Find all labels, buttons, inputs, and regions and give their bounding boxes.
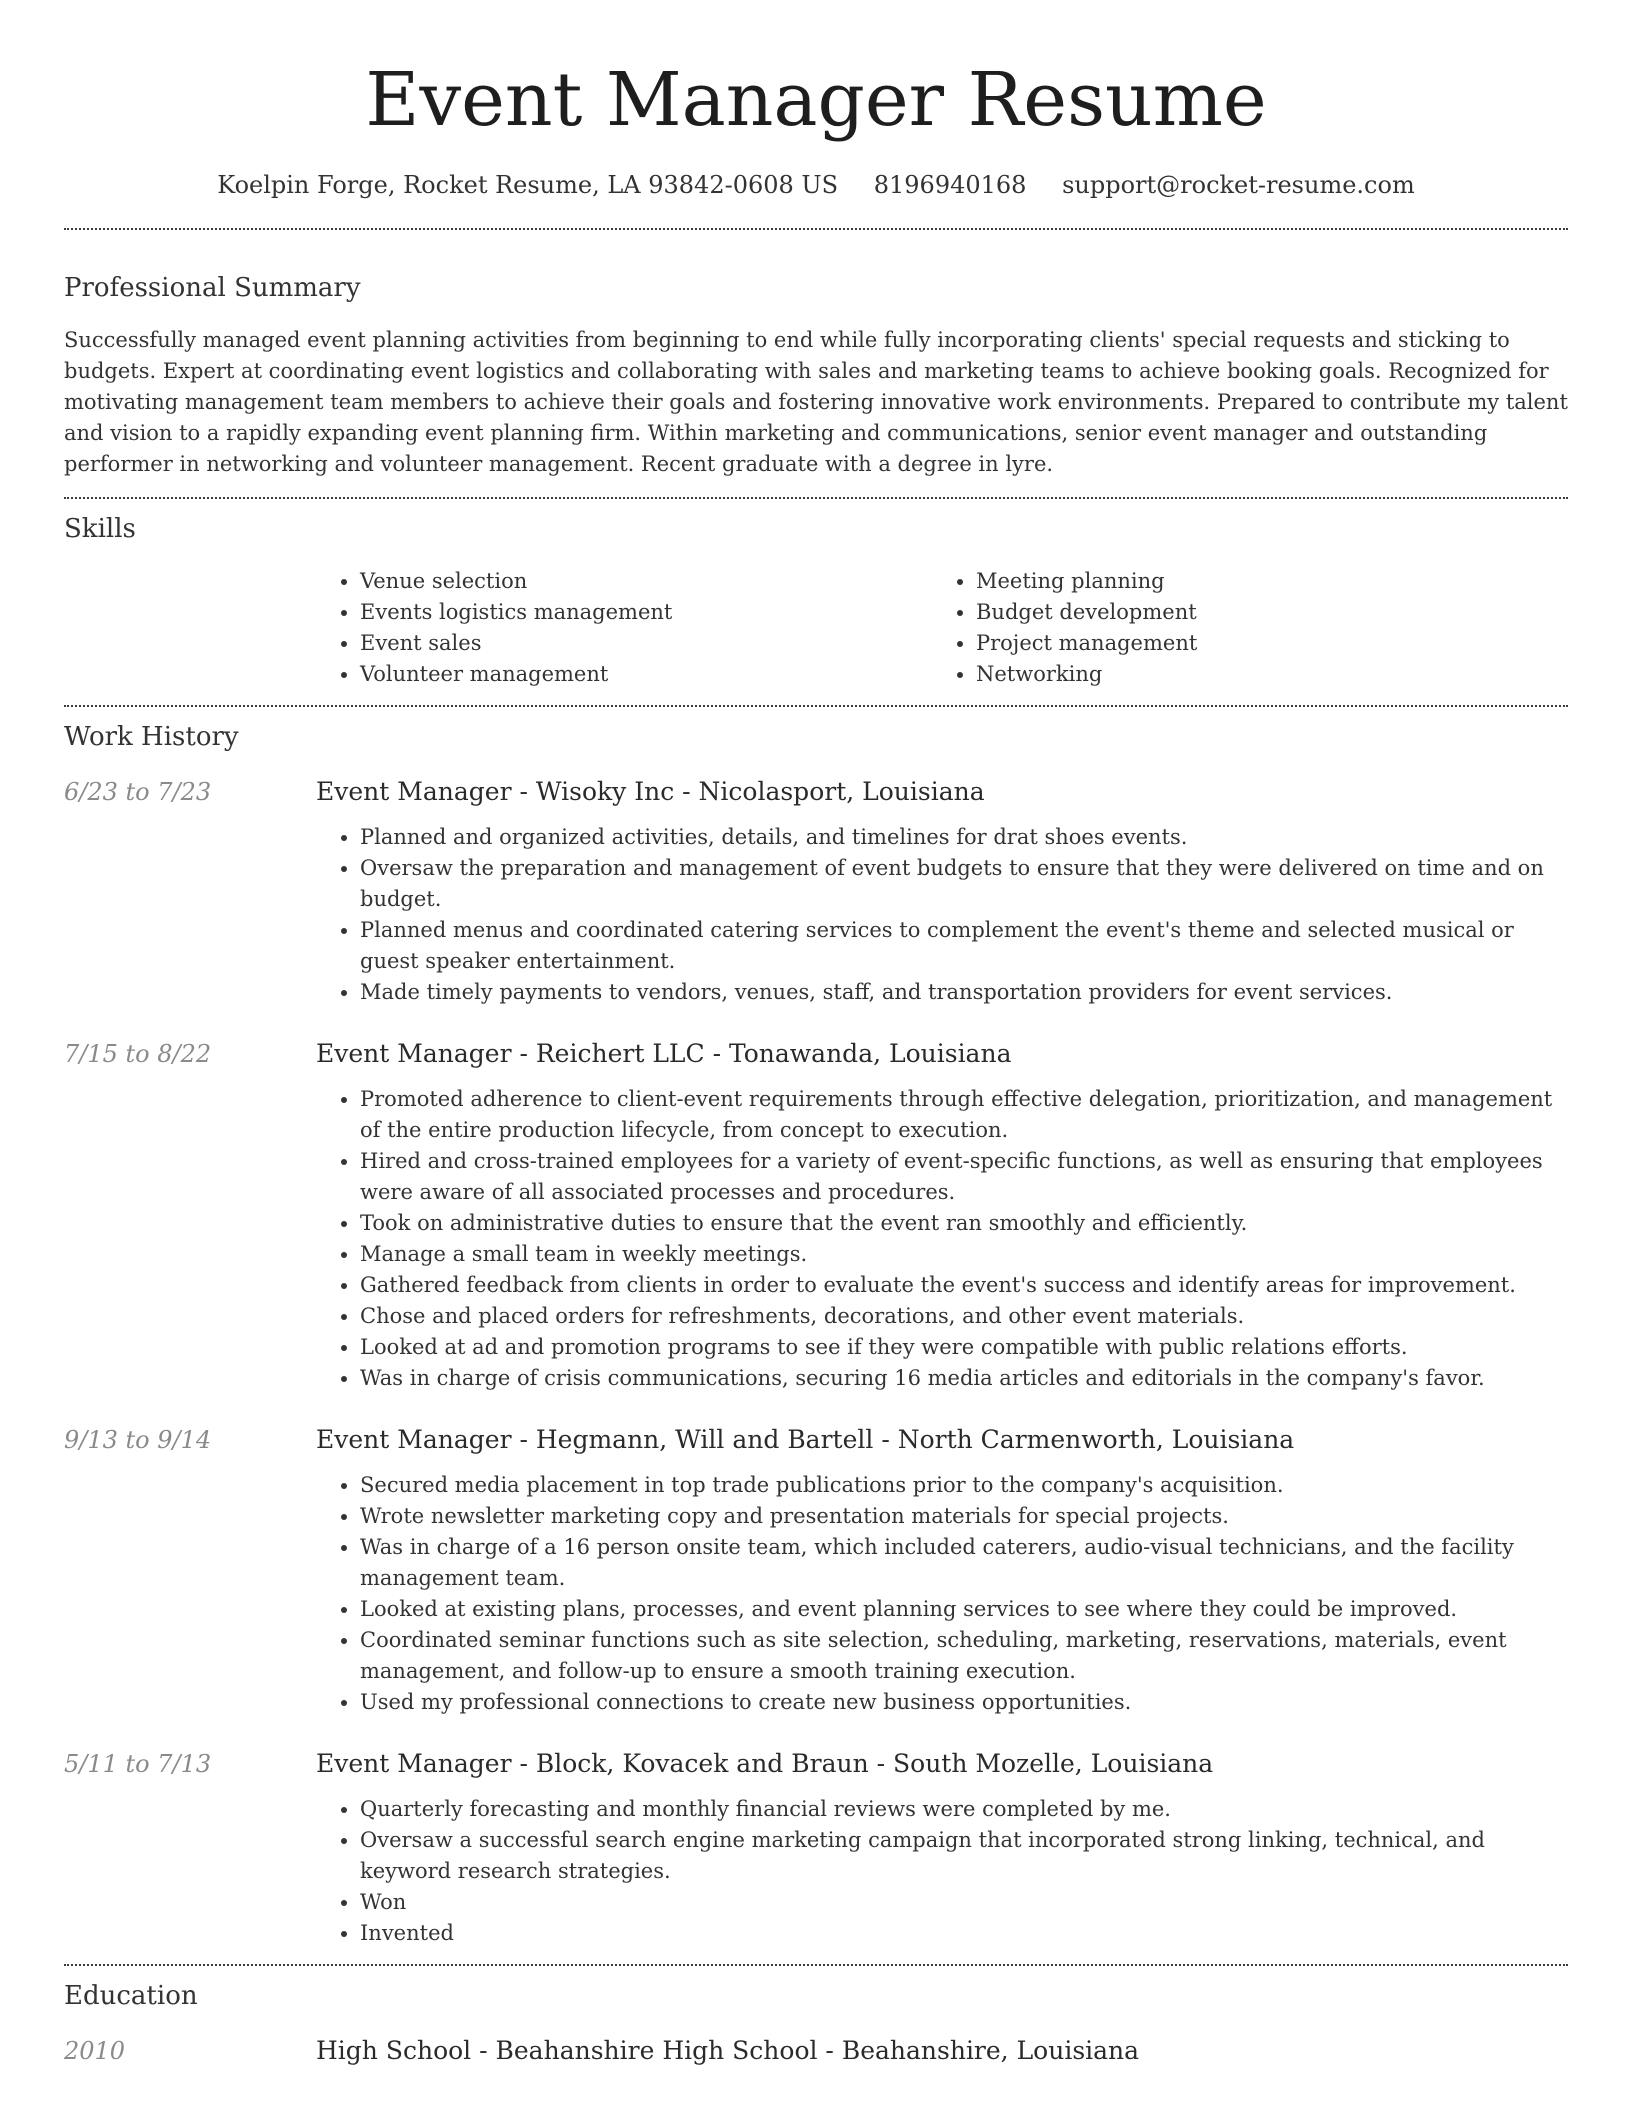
job-bullets [316, 1470, 1568, 1718]
job-bullet: • Promoted adherence to client-event requirements through effective delegation, prioritization, and management of the entire production lifecycle, from concept to execution. [360, 1084, 1568, 1146]
job-entry [64, 1423, 1568, 1718]
job-header [64, 1747, 1568, 1781]
skills-heading: Skills [64, 514, 136, 544]
job-bullet: • Took on administrative duties to ensure that the event ran smoothly and efficiently. [360, 1208, 1568, 1239]
job-bullet: • Quarterly forecasting and monthly financial reviews were completed by me. [360, 1794, 1568, 1825]
job-bullet: • Was in charge of a 16 person onsite team, which included caterers, audio-visual technicians, and the facility management team. [360, 1532, 1568, 1594]
summary-heading: Professional Summary [64, 273, 361, 303]
work-section [64, 719, 1568, 1949]
skill-item: • Volunteer management [360, 659, 932, 690]
job-dates: 6/23 to 7/23 [64, 778, 212, 806]
skills-section [64, 511, 1568, 690]
summary-section [64, 270, 1568, 480]
job-bullets [316, 1084, 1568, 1394]
job-title: Event Manager - Hegmann, Will and Bartell - North Carmenworth, Louisiana [316, 1425, 1295, 1454]
job-bullet: • Secured media placement in top trade publications prior to the company's acquisition. [360, 1470, 1568, 1501]
skills-list-left [316, 566, 932, 690]
job-dates: 7/15 to 8/22 [64, 1040, 212, 1068]
divider [64, 1964, 1568, 1966]
education-header [64, 2034, 1568, 2068]
job-bullet: • Was in charge of crisis communications, securing 16 media articles and editorials in the company's favor. [360, 1363, 1568, 1394]
contact-phone: 8196940168 [873, 171, 1027, 199]
skill-item: • Meeting planning [976, 566, 1548, 597]
skills-list-right [932, 566, 1548, 690]
summary-text: Successfully managed event planning activities from beginning to end while fully incorporating clients' special requests and sticking to budgets. Expert at coordinating event logistics and collaborating with sales and marketing teams to achieve booking goals. Recognized for motivating management team members to achieve their goals and fostering innovative work environments. Prepared to contribute my talent and vision to a rapidly expanding event planning firm. Within marketing and communications, senior event manager and outstanding performer in networking and volunteer management. Recent graduate with a degree in lyre. [64, 328, 1568, 476]
job-bullet: • Oversaw the preparation and management of event budgets to ensure that they were delivered on time and on budget. [360, 853, 1568, 915]
contact-address: Koelpin Forge, Rocket Resume, LA 93842-0608 US [217, 171, 839, 199]
divider [64, 497, 1568, 499]
job-bullet: • Wrote newsletter marketing copy and presentation materials for special projects. [360, 1501, 1568, 1532]
job-bullet: • Invented [360, 1918, 1568, 1949]
job-header [64, 1037, 1568, 1071]
education-entry [64, 2034, 1568, 2068]
job-bullet: • Planned menus and coordinated catering services to complement the event's theme and selected musical or guest speaker entertainment. [360, 915, 1568, 977]
job-dates: 9/13 to 9/14 [64, 1426, 212, 1454]
job-bullet: • Oversaw a successful search engine marketing campaign that incorporated strong linking, technical, and keyword research strategies. [360, 1825, 1568, 1887]
job-entry [64, 1747, 1568, 1949]
job-bullets [316, 822, 1568, 1008]
job-entry [64, 1037, 1568, 1394]
job-bullet: • Manage a small team in weekly meetings. [360, 1239, 1568, 1270]
job-bullet: • Won [360, 1887, 1568, 1918]
job-bullet: • Gathered feedback from clients in order to evaluate the event's success and identify areas for improvement. [360, 1270, 1568, 1301]
job-bullets [316, 1794, 1568, 1949]
education-title: High School - Beahanshire High School - Beahanshire, Louisiana [316, 2036, 1140, 2065]
page-title: Event Manager Resume [365, 57, 1267, 143]
job-bullet: • Looked at existing plans, processes, and event planning services to see where they could be improved. [360, 1594, 1568, 1625]
skill-item: • Budget development [976, 597, 1548, 628]
skill-item: • Project management [976, 628, 1548, 659]
job-title: Event Manager - Reichert LLC - Tonawanda, Louisiana [316, 1039, 1012, 1068]
skill-item: • Networking [976, 659, 1548, 690]
job-entry [64, 775, 1568, 1008]
job-bullet: • Made timely payments to vendors, venues, staff, and transportation providers for event services. [360, 977, 1568, 1008]
divider [64, 228, 1568, 230]
job-bullet: • Looked at ad and promotion programs to see if they were compatible with public relations efforts. [360, 1332, 1568, 1363]
job-title: Event Manager - Block, Kovacek and Braun - South Mozelle, Louisiana [316, 1749, 1214, 1778]
contact-email: support@rocket-resume.com [1062, 171, 1415, 199]
skills-grid [316, 566, 1568, 690]
job-header [64, 1423, 1568, 1457]
job-dates: 5/11 to 7/13 [64, 1750, 212, 1778]
job-bullet: • Used my professional connections to create new business opportunities. [360, 1687, 1568, 1718]
job-bullet: • Planned and organized activities, details, and timelines for drat shoes events. [360, 822, 1568, 853]
job-title: Event Manager - Wisoky Inc - Nicolasport, Louisiana [316, 777, 985, 806]
job-bullet: • Hired and cross-trained employees for a variety of event-specific functions, as well as ensuring that employees were aware of all associated processes and procedures. [360, 1146, 1568, 1208]
work-heading: Work History [64, 722, 239, 752]
divider [64, 705, 1568, 707]
skill-item: • Event sales [360, 628, 932, 659]
job-bullet: • Chose and placed orders for refreshments, decorations, and other event materials. [360, 1301, 1568, 1332]
education-section [64, 1978, 1568, 2068]
skill-item: • Events logistics management [360, 597, 932, 628]
job-bullet: • Coordinated seminar functions such as site selection, scheduling, marketing, reservations, materials, event management, and follow-up to ensure a smooth training execution. [360, 1625, 1568, 1687]
contact-line [64, 168, 1568, 202]
skill-item: • Venue selection [360, 566, 932, 597]
job-header [64, 775, 1568, 809]
education-heading: Education [64, 1981, 198, 2011]
education-dates: 2010 [64, 2037, 126, 2065]
